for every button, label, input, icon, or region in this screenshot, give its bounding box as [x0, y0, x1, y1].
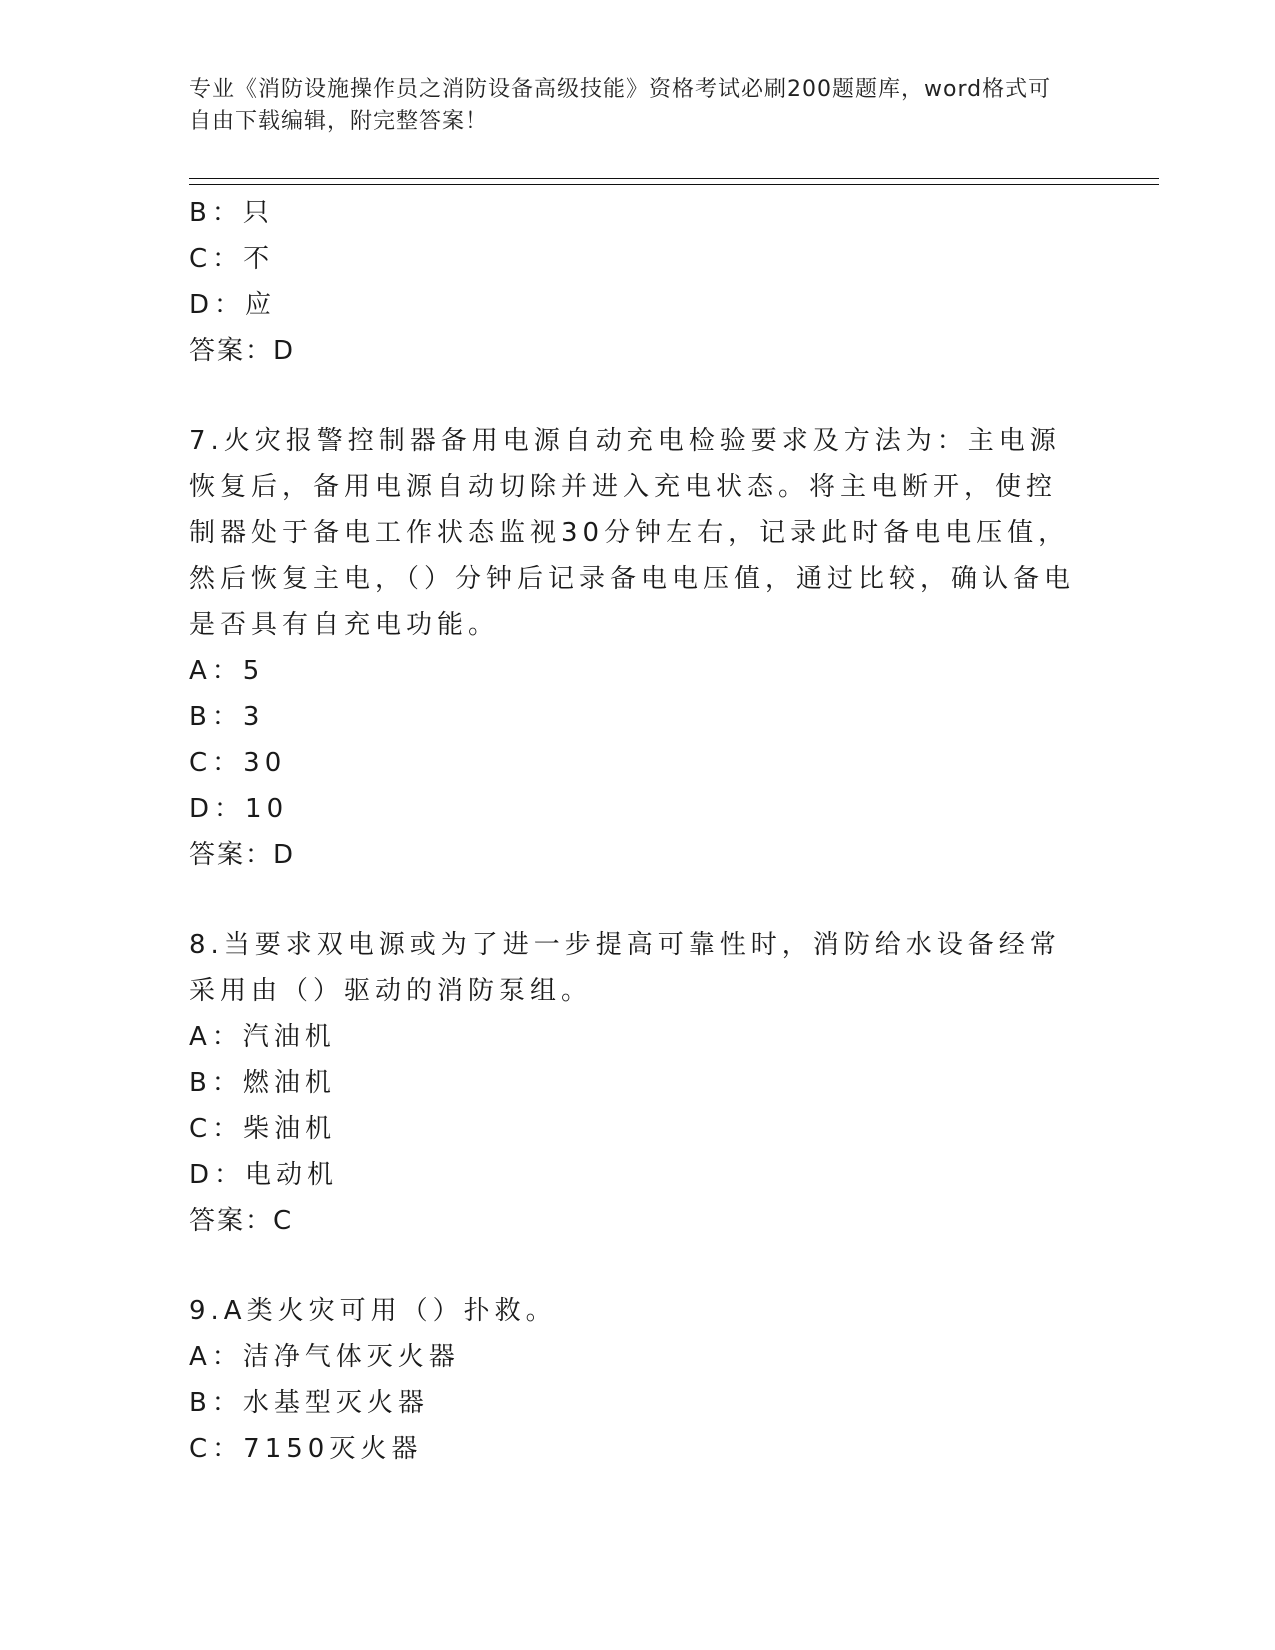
option-c: C：7150灭火器	[189, 1434, 423, 1464]
question-text: 9.A类火灾可用（）扑救。	[189, 1296, 557, 1326]
question-block-7	[189, 418, 1089, 878]
question-block-prev	[189, 190, 1089, 374]
option-c: C：柴油机	[189, 1114, 337, 1144]
question-text: 7.火灾报警控制器备用电源自动充电检验要求及方法为：主电源恢复后，备用电源自动切除并进入充电状态。将主电断开，使控制器处于备电工作状态监视30分钟左右，记录此时备电电压值，然后恢复主电，（）分钟后记录备电电压值，通过比较，确认备电是否具有自充电功能。	[189, 426, 1076, 640]
option-d: D：10	[189, 794, 289, 824]
option-b: B：燃油机	[189, 1068, 336, 1098]
option-b: B：水基型灭火器	[189, 1388, 429, 1418]
option-a: A：汽油机	[189, 1022, 336, 1052]
option-d: D：电动机	[189, 1160, 339, 1190]
question-block-9	[189, 1288, 1089, 1472]
option-d: D：应	[189, 290, 277, 320]
option-b: B：3	[189, 702, 265, 732]
question-list	[189, 190, 1089, 1472]
header-divider-bottom	[189, 184, 1159, 185]
option-c: C：不	[189, 244, 275, 274]
question-text: 8.当要求双电源或为了进一步提高可靠性时，消防给水设备经常采用由（）驱动的消防泵组。	[189, 930, 1061, 1006]
question-block-8	[189, 922, 1089, 1244]
answer-line: 答案：D	[189, 840, 296, 870]
option-b: B：只	[189, 198, 274, 228]
option-a: A：洁净气体灭火器	[189, 1342, 460, 1372]
option-c: C：30	[189, 748, 287, 778]
answer-line: 答案：C	[189, 1206, 294, 1236]
answer-line: 答案：D	[189, 336, 296, 366]
option-a: A：5	[189, 656, 265, 686]
header-divider-top	[189, 178, 1159, 179]
document-header: 专业《消防设施操作员之消防设备高级技能》资格考试必刷200题题库，word格式可自由下载编辑，附完整答案！	[189, 77, 1052, 134]
